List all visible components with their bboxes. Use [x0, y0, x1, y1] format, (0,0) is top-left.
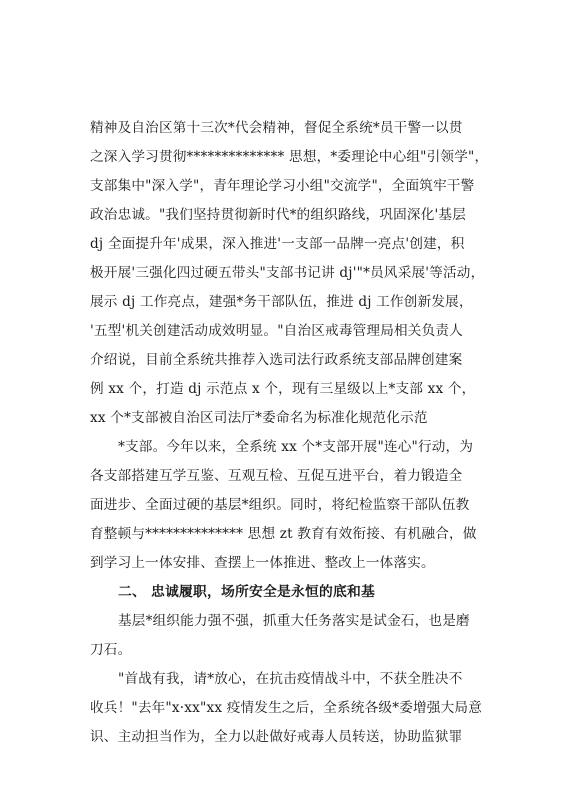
paragraph-line: '五型'机关创建活动成效明显。"自治区戒毒管理局相关负责人	[90, 323, 463, 339]
section-heading: 二、 忠诚履职，场所安全是永恒的底和基	[118, 584, 375, 600]
paragraph-line: 支部集中"深入学"，青年理论学习小组"交流学"，全面筑牢干警	[90, 178, 475, 194]
paragraph-line: "首战有我，请*放心，在抗击疫情战斗中，不获全胜决不	[118, 671, 463, 687]
paragraph-line: 极开展'三强化四过硬五带头"支部书记讲 dj'"*员风采展'等活动，	[90, 265, 485, 281]
paragraph-line: 精神及自治区第十三次*代会精神，督促全系统*员干警一以贯	[90, 120, 463, 136]
paragraph-line: 各支部搭建互学互鉴、互观互检、互促互进平台，着力锻造全	[90, 468, 463, 484]
paragraph-line: 展示 dj 工作亮点，建强*务干部队伍，推进 dj 工作创新发展，	[90, 294, 473, 310]
paragraph-line: 收兵！"去年"x·xx"xx 疫情发生之后，全系统各级*委增强大局意	[90, 700, 482, 716]
paragraph-line: *支部。今年以来，全系统 xx 个*支部开展"连心"行动，为	[118, 439, 474, 455]
paragraph-line: 育整顿与************** 思想 zt 教育有效衔接、有机融合，做	[90, 526, 477, 542]
paragraph-line: 基层*组织能力强不强，抓重大任务落实是试金石，也是磨	[118, 613, 470, 629]
paragraph-line: 刀石。	[90, 642, 132, 658]
paragraph-line: 政治忠诚。"我们坚持贯彻新时代*的组织路线，巩固深化'基层	[90, 207, 467, 223]
paragraph-line: 到学习上一体安排、查摆上一体推进、整改上一体落实。	[90, 555, 435, 571]
paragraph-line: xx 个*支部被自治区司法厅*委命名为标准化规范化示范	[90, 410, 428, 426]
paragraph-line: 之深入学习贯彻************** 思想，*委理论中心组"引领学"，	[90, 149, 489, 165]
paragraph-line: 介绍说，目前全系统共推荐入选司法行政系统支部品牌创建案	[90, 352, 463, 368]
paragraph-line: dj 全面提升年'成果，深入推进'一支部一品牌一亮点'创建，积	[90, 236, 465, 252]
paragraph-line: 例 xx 个，打造 dj 示范点 x 个，现有三星级以上*支部 xx 个，	[90, 381, 476, 397]
paragraph-line: 识、主动担当作为，全力以赴做好戒毒人员转送，协助监狱罪	[90, 729, 463, 745]
paragraph-line: 面进步、全面过硬的基层*组织。同时，将纪检监察干部队伍教	[90, 497, 470, 513]
